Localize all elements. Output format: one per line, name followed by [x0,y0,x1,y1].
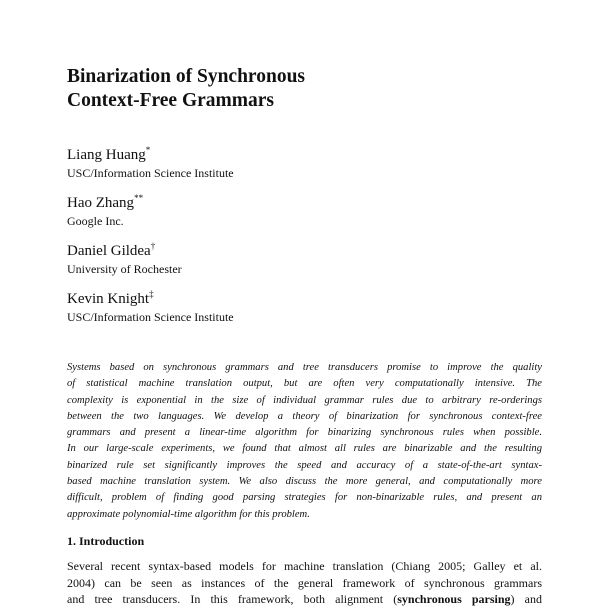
abstract-line: difficult, problem of finding good parsing strategies for non-binarizable rules, and present an [67,492,542,504]
section-heading: 1. Introduction [67,534,145,548]
abstract [67,360,542,523]
author-name: Daniel Gildea† [67,241,156,259]
author-block [67,290,467,325]
abstract-line: approximate polynomial-time algorithm for this problem. [67,508,310,520]
intro-paragraph [67,558,542,608]
paper-title [67,65,487,113]
body-line: Several recent syntax-based models for machine translation (Chiang 2005; Galley et al. [67,559,542,573]
author-mark: ** [134,193,144,203]
author-affiliation: University of Rochester [67,262,182,276]
body-line: and tree transducers. In this framework, both alignment (synchronous parsing) and [67,592,542,606]
abstract-line: based machine translation system. We also discuss the more general, and computationally more [67,476,542,488]
abstract-line: In our large-scale experiments, we found that almost all rules are binarizable and the resulting [67,443,542,455]
author-mark: † [150,241,156,251]
author-mark: * [145,145,151,155]
author-mark: ‡ [149,289,154,299]
abstract-line: of statistical machine translation output, but are often very computationally intensive. The [67,378,542,390]
author-affiliation: USC/Information Science Institute [67,166,234,180]
abstract-line: between the two languages. We develop a theory of binarization for synchronous context-free [67,410,542,422]
body-line: 2004) can be seen as instances of the general framework of synchronous grammars [67,575,542,590]
abstract-line: grammars and present a linear-time algorithm for binarizing synchronous rules when possible. [67,427,542,439]
bold-term: synchronous parsing [397,592,511,606]
author-affiliation: USC/Information Science Institute [67,310,234,324]
author-name: Liang Huang* [67,145,151,163]
author-block [67,194,467,229]
title-line-1: Binarization of Synchronous [67,66,306,87]
author-block [67,242,467,277]
abstract-line: Systems based on synchronous grammars and tree transducers promise to improve the quality [67,362,542,373]
author-name: Hao Zhang** [67,193,144,211]
abstract-line: complexity is exponential in the size of individual grammar rules due to arbitrary re-orderings [67,394,542,406]
author-name: Kevin Knight‡ [67,289,154,307]
abstract-line: binarized rule set significantly improves the speed and accuracy of a state-of-the-art syntax- [67,459,542,471]
title-line-2: Context-Free Grammars [67,90,275,111]
author-affiliation: Google Inc. [67,214,124,228]
author-block [67,146,467,181]
